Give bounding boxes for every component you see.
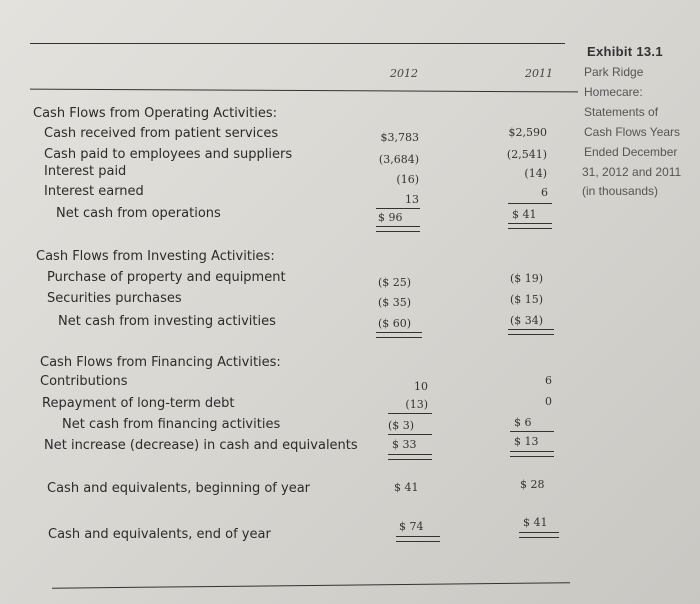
operating-total-2012: $ 96	[378, 211, 403, 224]
operating-total-double-rule-2012	[376, 226, 420, 232]
top-rule	[30, 43, 565, 44]
operating-subtotal-rule-2012	[376, 208, 420, 209]
investing-total-label: Net cash from investing activities	[58, 314, 276, 329]
ending-cash-double-rule-2011	[519, 532, 559, 538]
operating-heading: Cash Flows from Operating Activities:	[33, 106, 277, 121]
ending-cash-2011: $ 41	[523, 516, 548, 529]
financing-heading: Cash Flows from Financing Activities:	[40, 355, 281, 370]
exhibit-title: Exhibit 13.1	[587, 44, 663, 59]
financing-value-2011: 6	[545, 374, 552, 387]
exhibit-caption-line: Cash Flows Years	[584, 125, 681, 139]
bottom-rule	[52, 582, 570, 588]
column-header-2011: 2011	[525, 67, 553, 80]
investing-total-2011: ($ 34)	[510, 314, 544, 327]
operating-value-2012: (16)	[396, 173, 419, 186]
operating-value-2011: (2,541)	[506, 148, 547, 161]
operating-value-2011: $2,590	[508, 126, 547, 139]
net-change-2011: $ 13	[514, 435, 539, 448]
operating-row-label: Interest paid	[44, 164, 127, 179]
financing-subtotal-rule-2012	[388, 413, 432, 414]
investing-total-2012: ($ 60)	[378, 317, 412, 330]
beginning-cash-2012: $ 41	[394, 481, 419, 494]
operating-value-2012: (3,684)	[378, 153, 419, 166]
exhibit-caption-line: Park Ridge	[584, 65, 644, 79]
investing-row-label: Purchase of property and equipment	[47, 270, 286, 285]
header-rule	[30, 89, 578, 93]
financing-value-2011: 0	[545, 395, 552, 408]
financing-net-rule-2012	[388, 434, 432, 435]
investing-total-double-rule-2011	[508, 329, 554, 335]
financing-value-2012: (13)	[405, 398, 428, 411]
operating-row-label: Cash received from patient services	[44, 126, 279, 141]
exhibit-caption-line: Ended December	[584, 145, 678, 159]
operating-row-label: Interest earned	[44, 184, 144, 199]
beginning-cash-label: Cash and equivalents, beginning of year	[47, 481, 311, 496]
beginning-cash-2011: $ 28	[520, 478, 545, 491]
exhibit-caption-line: Statements of	[584, 105, 659, 119]
investing-value-2012: ($ 25)	[378, 276, 412, 289]
ending-cash-label: Cash and equivalents, end of year	[48, 527, 271, 542]
net-change-double-rule-2011	[510, 451, 554, 457]
financing-row-label: Repayment of long-term debt	[42, 396, 235, 411]
ending-cash-double-rule-2012	[396, 536, 440, 542]
exhibit-caption-line: Homecare:	[584, 85, 643, 99]
financing-total-2012: ($ 3)	[388, 419, 415, 432]
net-change-2012: $ 33	[392, 438, 417, 451]
operating-total-2011: $ 41	[512, 208, 537, 221]
exhibit-caption-line: 31, 2012 and 2011	[582, 165, 682, 179]
operating-row-label: Cash paid to employees and suppliers	[44, 147, 293, 162]
investing-total-double-rule-2012	[376, 332, 422, 338]
financing-net-rule-2011	[510, 431, 554, 432]
exhibit-caption-line: (in thousands)	[582, 184, 659, 198]
operating-value-2012: $3,783	[380, 131, 419, 144]
investing-row-label: Securities purchases	[47, 291, 182, 306]
financing-value-2012: 10	[414, 380, 428, 393]
financing-total-label: Net cash from financing activities	[62, 417, 281, 432]
operating-total-double-rule-2011	[508, 223, 552, 229]
investing-heading: Cash Flows from Investing Activities:	[36, 249, 275, 264]
operating-subtotal-rule-2011	[508, 203, 552, 204]
operating-value-2011: (14)	[524, 167, 547, 180]
ending-cash-2012: $ 74	[399, 520, 424, 533]
operating-total-label: Net cash from operations	[56, 206, 221, 221]
net-change-label: Net increase (decrease) in cash and equivalents	[44, 438, 358, 453]
investing-value-2011: ($ 19)	[510, 272, 544, 285]
operating-value-2011: 6	[541, 186, 548, 199]
investing-value-2011: ($ 15)	[510, 293, 544, 306]
net-change-double-rule-2012	[388, 454, 432, 460]
financing-row-label: Contributions	[40, 374, 128, 389]
column-header-2012: 2012	[390, 67, 418, 80]
financing-total-2011: $ 6	[514, 416, 532, 429]
investing-value-2012: ($ 35)	[378, 296, 412, 309]
operating-value-2012: 13	[405, 193, 419, 206]
